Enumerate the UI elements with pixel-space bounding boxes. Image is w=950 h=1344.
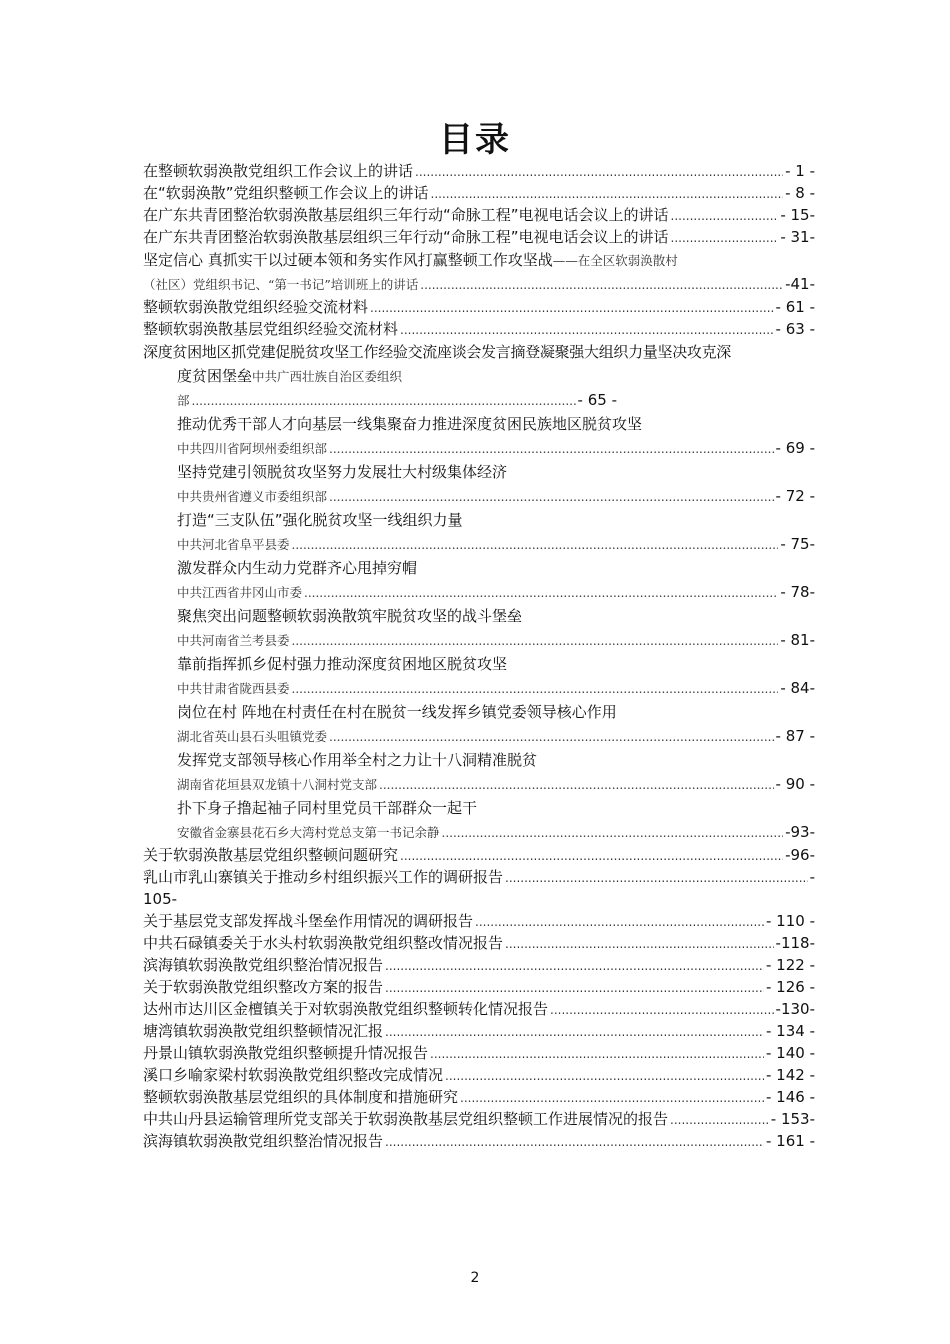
toc-entry-heading[interactable]	[143, 340, 815, 364]
entry-page: - 69 -	[775, 439, 815, 457]
table-of-contents	[143, 160, 815, 1152]
entry-page-wrap: 105-	[143, 890, 178, 908]
toc-entry[interactable]	[143, 954, 815, 976]
sub-entry-heading[interactable]	[143, 556, 815, 580]
sub-entry-title: 岗位在村 阵地在村责任在村在脱贫一线发挥乡镇党委领导核心作用	[177, 703, 617, 721]
sub-entry[interactable]	[143, 724, 815, 748]
entry-page: - 8 -	[785, 184, 815, 202]
entry-page: - 1 -	[785, 162, 815, 180]
entry-page: - 142 -	[766, 1066, 815, 1084]
sub-entry-org: 湖南省花垣县双龙镇十八洞村党支部	[177, 777, 378, 792]
entry-page: - 134 -	[766, 1022, 815, 1040]
entry-title: 在整顿软弱涣散党组织工作会议上的讲话	[143, 162, 414, 180]
entry-title: 丹景山镇软弱涣散党组织整顿提升情况报告	[143, 1044, 429, 1062]
toc-entry[interactable]	[143, 1086, 815, 1108]
entry-title: 在广东共青团整治软弱涣散基层组织三年行动“命脉工程”电视电话会议上的讲话	[143, 206, 669, 224]
entry-title: 整顿软弱涣散党组织经验交流材料	[143, 298, 369, 316]
sub-entry-heading[interactable]	[143, 796, 815, 820]
sub-entry-org: 中共河南省兰考县委	[177, 633, 290, 648]
entry-title: 塘湾镇软弱涣散党组织整顿情况汇报	[143, 1022, 384, 1040]
entry-title: 在“软弱涣散”党组织整顿工作会议上的讲话	[143, 184, 429, 202]
entry-title: 乳山市乳山寨镇关于推动乡村组织振兴工作的调研报告	[143, 868, 504, 886]
toc-entry[interactable]	[143, 1042, 815, 1064]
sub-entry[interactable]	[143, 532, 815, 556]
entry-page: - 72 -	[775, 487, 815, 505]
page-number: 2	[470, 1270, 480, 1286]
sub-entry-heading[interactable]	[143, 508, 815, 532]
sub-entry[interactable]	[143, 820, 815, 844]
sub-entry[interactable]	[143, 772, 815, 796]
sub-entry-org: 中共河北省阜平县委	[177, 537, 290, 552]
sub-entry-heading[interactable]	[143, 604, 815, 628]
sub-entry-title: 聚焦突出问题整顿软弱涣散筑牢脱贫攻坚的战斗堡垒	[177, 607, 523, 625]
sub-entry-org: 中共四川省阿坝州委组织部	[177, 441, 328, 456]
entry-page: - 65 -	[577, 391, 617, 409]
toc-entry[interactable]	[143, 1020, 815, 1042]
entry-title: 滨海镇软弱涣散党组织整治情况报告	[143, 956, 384, 974]
entry-title: 深度贫困地区抓党建促脱贫攻坚工作经验交流座谈会发言摘登凝聚强大组织力量坚决攻克深	[143, 343, 732, 361]
sub-entry-heading[interactable]	[143, 652, 815, 676]
toc-entry[interactable]	[143, 160, 815, 182]
toc-entry[interactable]	[143, 910, 815, 932]
entry-page: -96-	[785, 846, 815, 864]
toc-entry[interactable]	[143, 1108, 815, 1130]
toc-entry[interactable]	[143, 932, 815, 954]
entry-title: 溪口乡喻家梁村软弱涣散党组织整改完成情况	[143, 1066, 444, 1084]
sub-entry-title: 推动优秀干部人才向基层一线集聚奋力推进深度贫困民族地区脱贫攻坚	[177, 415, 643, 433]
toc-entry[interactable]	[143, 204, 815, 226]
sub-entry[interactable]	[143, 628, 815, 652]
entry-title: 在广东共青团整治软弱涣散基层组织三年行动“命脉工程”电视电话会议上的讲话	[143, 228, 669, 246]
sub-entry-heading[interactable]	[143, 748, 815, 772]
sub-entry-org: 安徽省金寨县花石乡大湾村党总支第一书记余静	[177, 825, 440, 840]
entry-title: 关于软弱涣散党组织整改方案的报告	[143, 978, 384, 996]
entry-page: - 87 -	[775, 727, 815, 745]
entry-title-cont: 度贫困堡垒	[177, 367, 253, 385]
entry-page: - 75-	[780, 535, 815, 553]
sub-entry-title: 打造“三支队伍”强化脱贫攻坚一线组织力量	[177, 511, 463, 529]
sub-entry[interactable]	[143, 484, 815, 508]
entry-org-cont: 部	[177, 393, 190, 408]
sub-entry-title: 激发群众内生动力党群齐心甩掉穷帽	[177, 559, 418, 577]
entry-page: - 153-	[770, 1110, 815, 1128]
toc-entry[interactable]	[143, 182, 815, 204]
sub-entry-heading[interactable]	[143, 700, 815, 724]
sub-entry[interactable]	[143, 580, 815, 604]
sub-entry-org: 中共江西省井冈山市委	[177, 585, 303, 600]
entry-page: - 61 -	[775, 298, 815, 316]
entry-title: 达州市达川区金檀镇关于对软弱涣散党组织整顿转化情况报告	[143, 1000, 549, 1018]
entry-page: -93-	[785, 823, 815, 841]
sub-entry-org: 湖北省英山县石头咀镇党委	[177, 729, 328, 744]
entry-title: 关于软弱涣散基层党组织整顿问题研究	[143, 846, 399, 864]
toc-entry[interactable]	[143, 866, 815, 888]
toc-entry-heading-cont	[143, 364, 815, 388]
entry-page: - 31-	[780, 228, 815, 246]
toc-entry[interactable]	[143, 1064, 815, 1086]
entry-page: - 126 -	[766, 978, 815, 996]
toc-entry[interactable]	[143, 976, 815, 998]
toc-entry[interactable]	[143, 388, 617, 412]
sub-entry[interactable]	[143, 676, 815, 700]
sub-entry-heading[interactable]	[143, 460, 815, 484]
entry-title: 整顿软弱涣散基层党组织的具体制度和措施研究	[143, 1088, 459, 1106]
entry-page: - 63 -	[775, 320, 815, 338]
entry-title: 中共山丹县运输管理所党支部关于软弱涣散基层党组织整顿工作进展情况的报告	[143, 1110, 669, 1128]
entry-page: -130-	[775, 1000, 815, 1018]
entry-title: 坚定信心 真抓实干以过硬本领和务实作风打赢整顿工作攻坚战	[143, 251, 553, 269]
toc-entry[interactable]	[143, 318, 815, 340]
sub-entry-title: 靠前指挥抓乡促村强力推动深度贫困地区脱贫攻坚	[177, 655, 508, 673]
toc-entry-wrap	[143, 888, 815, 910]
entry-subtitle-line: （社区）党组织书记、“第一书记”培训班上的讲话	[143, 277, 419, 292]
sub-entry-title: 发挥党支部领导核心作用举全村之力让十八洞精准脱贫	[177, 751, 538, 769]
entry-subtitle: ——在全区软弱涣散村	[552, 253, 678, 268]
sub-entry-org: 中共贵州省遵义市委组织部	[177, 489, 328, 504]
sub-entry-org: 中共甘肃省陇西县委	[177, 681, 290, 696]
entry-page: - 84-	[780, 679, 815, 697]
entry-title: 整顿软弱涣散基层党组织经验交流材料	[143, 320, 399, 338]
sub-entry-heading[interactable]	[143, 412, 815, 436]
toc-entry-heading[interactable]	[143, 248, 815, 272]
entry-title: 关于基层党支部发挥战斗堡垒作用情况的调研报告	[143, 912, 474, 930]
toc-entry[interactable]	[143, 844, 815, 866]
page-title: 目录	[439, 120, 511, 160]
entry-page: -	[809, 868, 815, 886]
entry-page: - 140 -	[766, 1044, 815, 1062]
toc-entry[interactable]	[143, 272, 815, 296]
entry-page: - 81-	[780, 631, 815, 649]
toc-entry[interactable]	[143, 296, 815, 318]
entry-title: 滨海镇软弱涣散党组织整治情况报告	[143, 1132, 384, 1150]
toc-entry[interactable]	[143, 998, 815, 1020]
entry-page: - 90 -	[775, 775, 815, 793]
toc-entry[interactable]	[143, 226, 815, 248]
entry-page: - 78-	[780, 583, 815, 601]
entry-page: - 15-	[780, 206, 815, 224]
entry-page: -118-	[775, 934, 815, 952]
sub-entry-title: 扑下身子撸起袖子同村里党员干部群众一起干	[177, 799, 478, 817]
sub-entry-title: 坚持党建引领脱贫攻坚努力发展壮大村级集体经济	[177, 463, 508, 481]
entry-page: - 122 -	[766, 956, 815, 974]
entry-page: -41-	[785, 275, 815, 293]
entry-org: 中共广西壮族自治区委组织	[252, 369, 403, 384]
entry-page: - 110 -	[766, 912, 815, 930]
toc-entry[interactable]	[143, 1130, 815, 1152]
sub-entry[interactable]	[143, 436, 815, 460]
entry-page: - 161 -	[766, 1132, 815, 1150]
entry-page: - 146 -	[766, 1088, 815, 1106]
entry-title: 中共石碌镇委关于水头村软弱涣散党组织整改情况报告	[143, 934, 504, 952]
